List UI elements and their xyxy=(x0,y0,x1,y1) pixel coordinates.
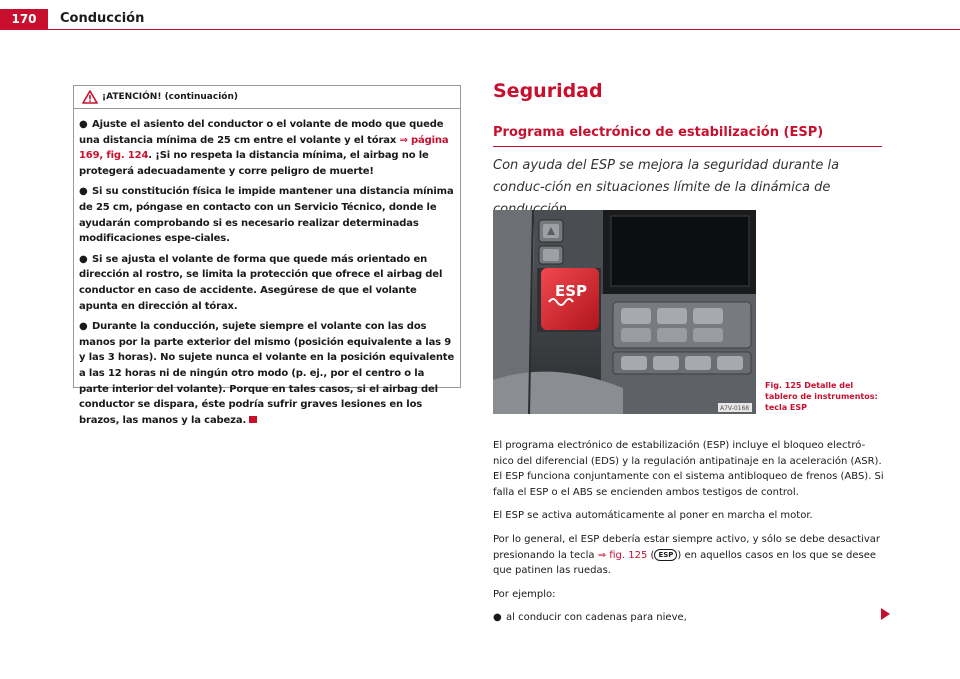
warning-box xyxy=(73,85,461,426)
figure-caption: Fig. 125 Detalle del tablero de instrumentos: tecla ESP xyxy=(765,381,878,412)
page-header xyxy=(0,0,960,30)
bullet-icon: ● xyxy=(79,119,88,130)
warning-item: ● Si su constitución física le impide mantener una distancia mínima de 25 cm, póngase en contacto con un Servicio Técnico, donde le ayudarán comprobando si es necesario realizar determinadas modificaciones espe-ciales. xyxy=(79,186,454,245)
continue-arrow-icon xyxy=(881,608,890,620)
paragraph: El ESP se activa automáticamente al poner en marcha el motor. xyxy=(493,510,813,522)
page-number: 170 xyxy=(0,9,48,29)
warning-header xyxy=(74,86,460,109)
subsection-rule xyxy=(493,146,882,147)
chapter-title: Conducción xyxy=(60,11,145,26)
bullet-icon: ● xyxy=(493,612,502,624)
figure-reference-link[interactable]: ⇒ fig. 125 xyxy=(597,549,648,561)
paragraph: Por lo general, el ESP debería estar siempre activo, y sólo se debe desactivar presionando la tecla ⇒ fig. 125 ( ESP ) en aquellos casos en los que se desee que patinen las ruedas. xyxy=(493,533,880,577)
bullet-icon: ● xyxy=(79,253,88,265)
warning-triangle-icon xyxy=(82,90,98,104)
lead-paragraph: Con ayuda del ESP se mejora la seguridad durante la conduc-ción en situaciones límite de la dinámica de xyxy=(493,158,840,195)
esp-key-icon: ESP xyxy=(654,549,677,561)
section-title: Seguridad xyxy=(493,80,603,102)
warning-item: ● Si se ajusta el volante de forma que quede más orientado en dirección al rostro, se limita la protección que ofrece el airbag del conductor en caso de accidente. Asegúrese de que el volante apunta en dirección al tórax. xyxy=(79,253,443,312)
bullet-item: ● al conducir con cadenas para nieve, xyxy=(493,610,885,626)
bullet-icon: ● xyxy=(79,186,88,198)
warning-item: ● Ajuste el asiento del conductor o el volante de modo que quede una distancia mínima de 25 cm entre el volante y el tórax ⇒ página 169, fig. 124. ¡Si no respeta la distancia mínima, el airbag no le protegerá adecuadamente y corre peligro de muerte! xyxy=(79,119,449,177)
dashboard-illustration xyxy=(493,210,756,414)
paragraph: Por ejemplo: xyxy=(493,588,556,600)
warning-body xyxy=(74,109,460,428)
header-rule xyxy=(0,29,960,30)
warning-title: ¡ATENCIÓN! (continuación) xyxy=(102,92,239,102)
esp-dashboard-figure xyxy=(493,210,756,414)
svg-text:ESP: ESP xyxy=(555,282,588,300)
page-reference-link[interactable]: ⇒ página 169, fig. 124 xyxy=(79,134,449,162)
warning-item: ● Durante la conducción, sujete siempre el volante con las dos manos por la parte exterior del mismo (posición equivalente a las 9 y las 3 horas). No sujete nunca el volante en la posición equivalente a las 12 horas ni de ningún otro modo (p. ej., por el centro o la parte interior del volante). Porque en tales casos, si el airbag del conductor se dispara, éste podría sufrir graves lesiones en los brazos, las manos y la cabeza. xyxy=(79,321,455,426)
bullet-icon: ● xyxy=(79,321,88,333)
end-marker-icon xyxy=(249,416,257,423)
figure-code: A7V-0168 xyxy=(720,405,750,412)
paragraph: El programa electrónico de estabilización (ESP) incluye el bloqueo electró-nico del diferencial (EDS) y la regulación antipatinaje en la aceleración (ASR). El ESP funciona conjuntamente con el sistema antibloqueo de frenos (ABS). Si falla el ESP o el ABS se encienden ambos testigos de control. xyxy=(493,440,884,498)
body-text xyxy=(493,438,885,634)
subsection-title: Programa electrónico de estabilización (ESP) xyxy=(493,125,824,140)
